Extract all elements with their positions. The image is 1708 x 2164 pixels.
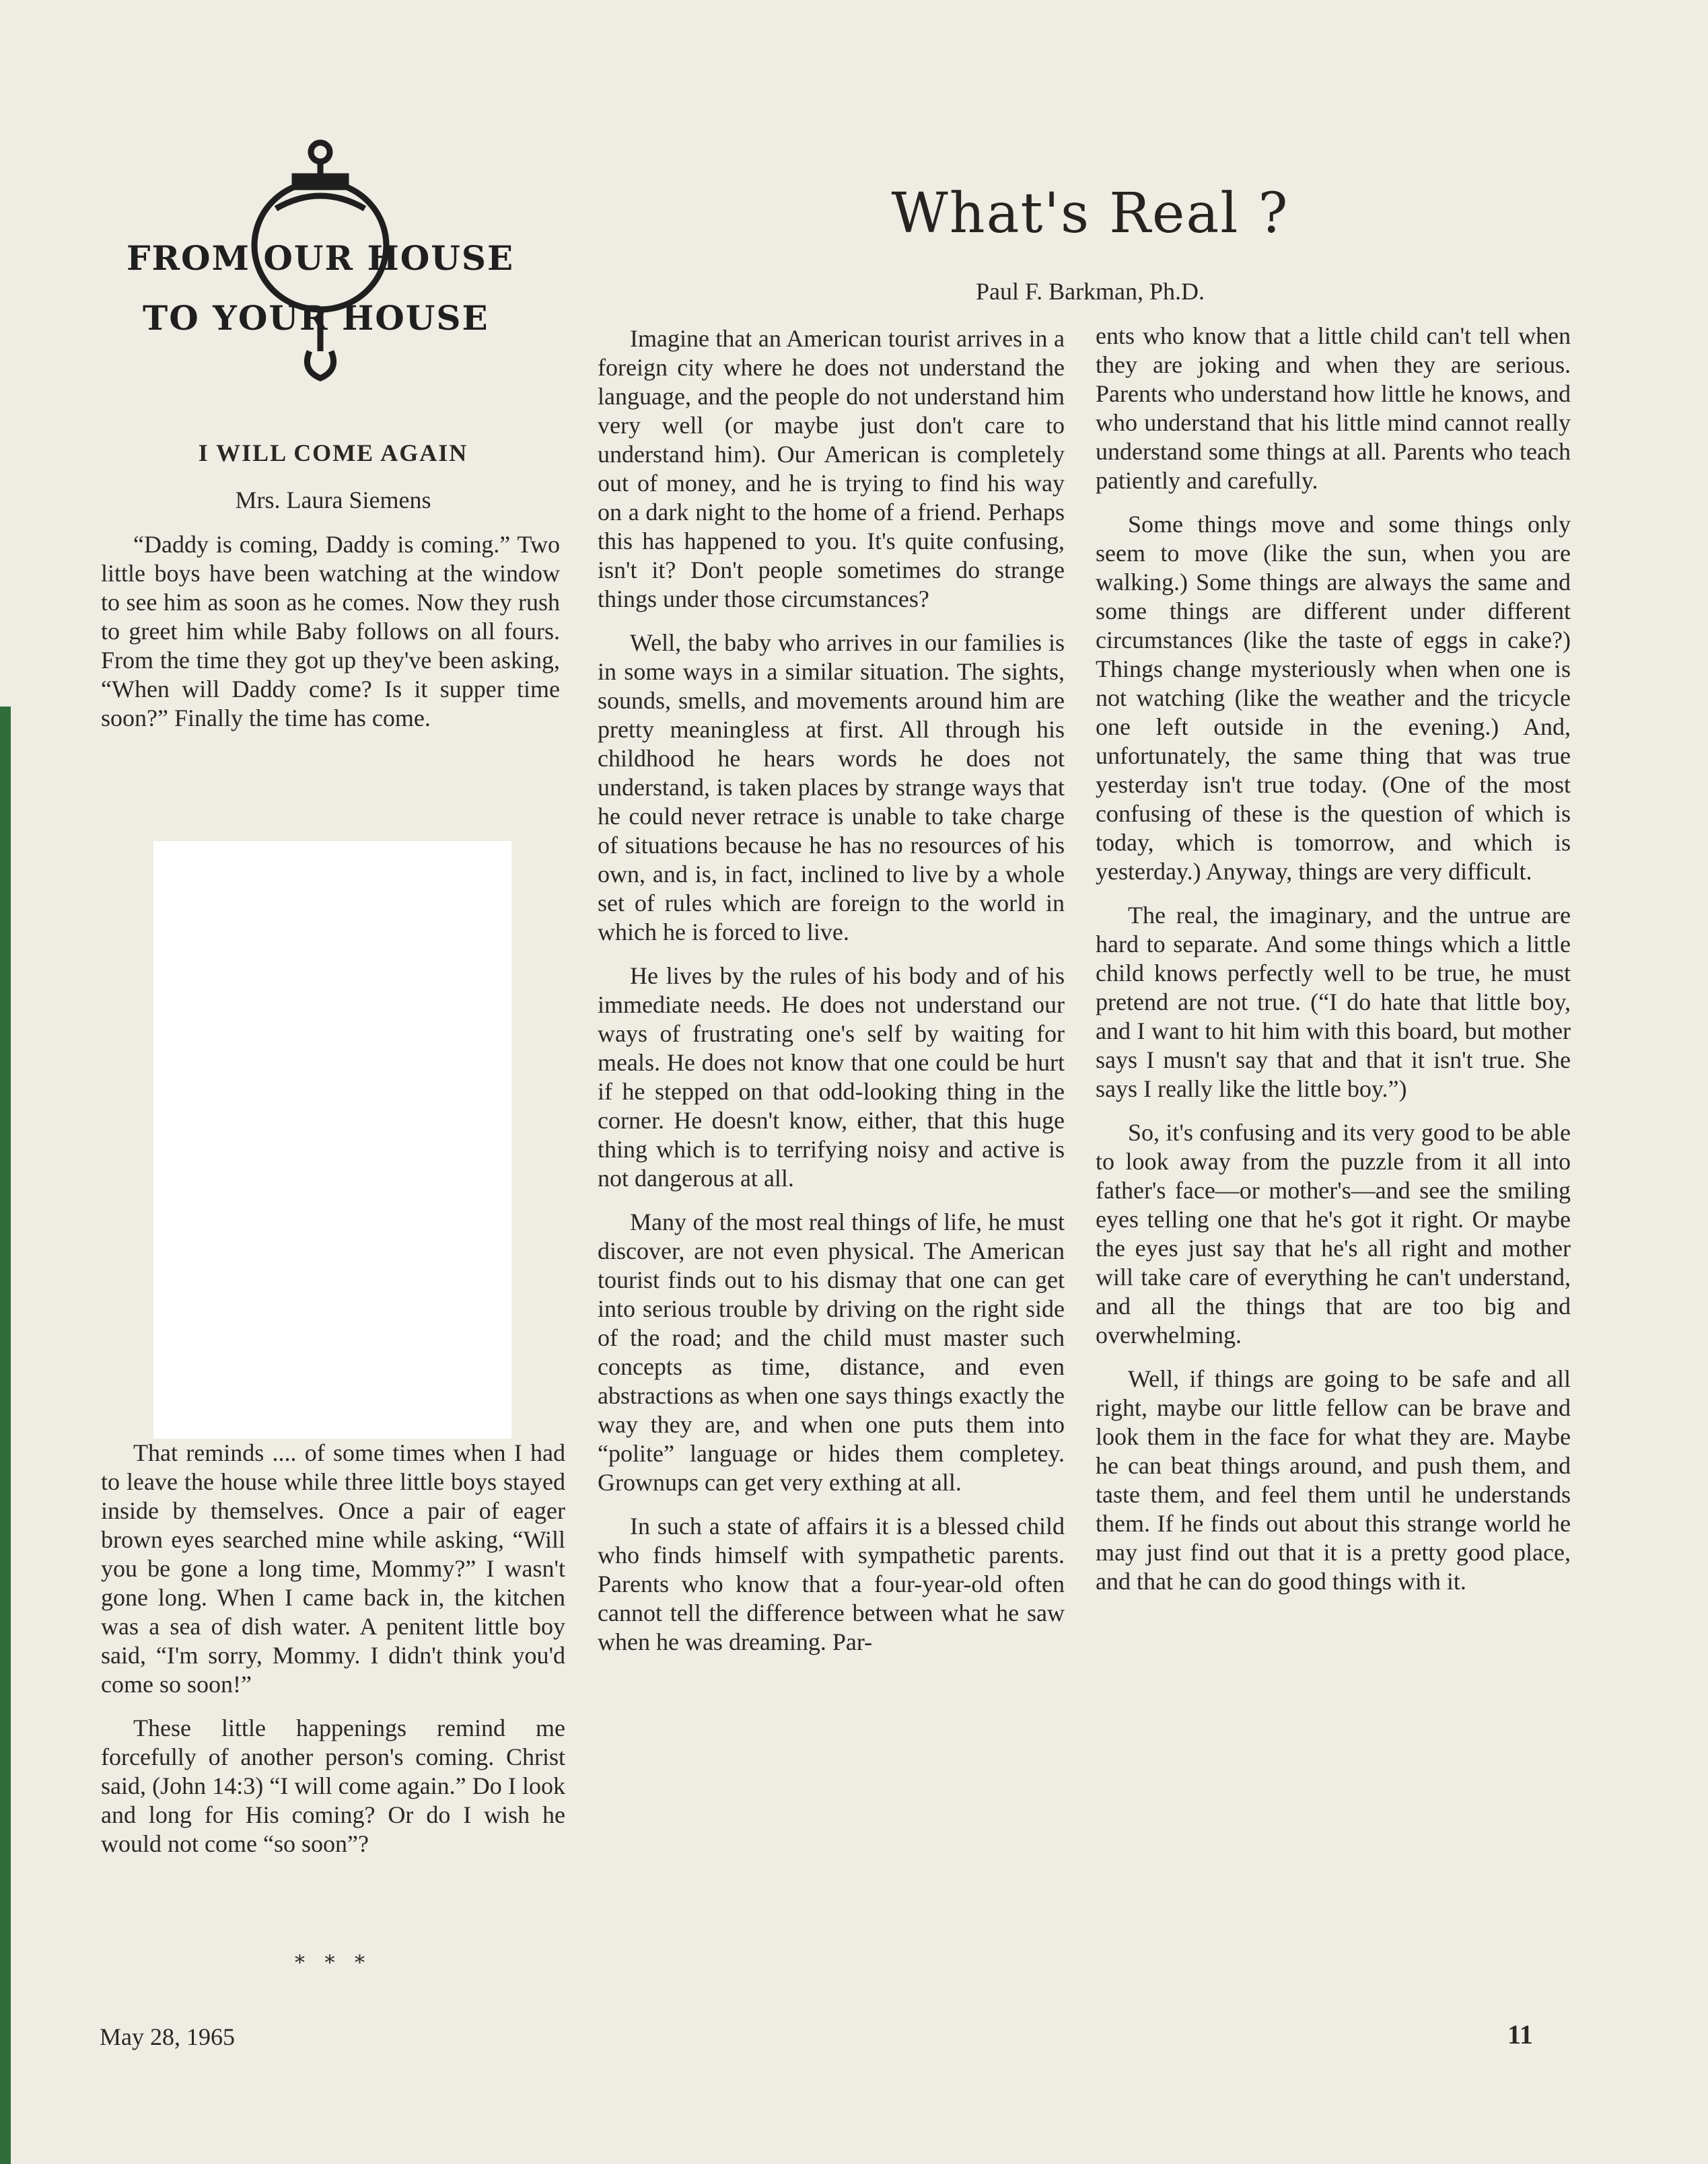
article-column-right: [1096, 322, 1571, 1611]
paragraph: “Daddy is coming, Daddy is coming.” Two little boys have been watching at the window to see him as soon as he comes. Now they rush to greet him while Baby follows on all fours. From the time they got up they've been asking, “When will Daddy come? Is it supper time soon?” Finally the time has come.: [101, 531, 560, 731]
article-column-middle: [598, 324, 1065, 1671]
article-title: What's Real ?: [891, 182, 1289, 246]
paragraph: Well, the baby who arrives in our families is in some ways in a similar situation. The sights, sounds, smells, and movements around him are pretty meaningless at first. All through his childhood he hears words he does not understand, is taken places by strange ways that he could never retrace is unable to take charge of situations because he has no resources of his own, and is, in fact, inclined to live by a whole set of rules which are foreign to the world in which he is forced to live.: [598, 629, 1065, 945]
page-number: 11: [1507, 2019, 1533, 2050]
issue-date: May 28, 1965: [100, 2023, 235, 2050]
photo-placeholder: [153, 841, 511, 1439]
end-mark: * * *: [294, 1951, 372, 1975]
paragraph: Imagine that an American tourist arrives in a foreign city where he does not understand the language, and the people do not understand him very well (or maybe just don't care to understand him). Our American is completely out of money, and he is trying to find his way on a dark night to the home of a friend. Perhaps this has happened to you. It's quite confusing, isn't it? Don't people sometimes do strange things under those circumstances?: [598, 325, 1065, 612]
paragraph: So, it's confusing and its very good to be able to look away from the puzzle from it all into father's face—or mother's—and see the smiling eyes telling one that he's got it right. Or maybe the eyes just say that he's all right and mother will take care of everything he can't understand, and all the things that are too big and overwhelming.: [1096, 1119, 1571, 1348]
paragraph: These little happenings remind me forcefully of another person's coming. Christ said, (John 14:3) “I will come again.” Do I look and long for His coming? Or do I wish he would not come “so soon”?: [101, 1715, 565, 1857]
green-page-edge: [0, 707, 11, 2164]
left-column-top: [101, 530, 560, 748]
paragraph: That reminds .... of some times when I had to leave the house while three little boys stayed inside by themselves. Once a pair of eager brown eyes searched mine while asking, “Will you be gone a long time, Mommy?” I wasn't gone long. When I came back in, the kitchen was a sea of dish water. A penitent little boy said, “I'm sorry, Mommy. I didn't think you'd come so soon!”: [101, 1439, 565, 1698]
left-column-bottom: [101, 1439, 565, 1873]
paragraph: The real, the imaginary, and the untrue are hard to separate. And some things which a little child knows perfectly well to be true, he must pretend are not true. (“I do hate that little boy, and I want to hit him with this board, but mother says I musn't say that and that it isn't true. She says I really like the little boy.”): [1096, 902, 1571, 1102]
story-title: I WILL COME AGAIN: [198, 439, 468, 466]
story-author: Mrs. Laura Siemens: [235, 486, 431, 513]
paragraph: In such a state of affairs it is a blessed child who finds himself with sympathetic parents. Parents who know that a four-year-old often cannot tell the difference between what he saw when he was dreaming. Par-: [598, 1513, 1065, 1655]
from-our-house-logo: [121, 135, 532, 390]
logo-line-1: FROM OUR HOUSE: [127, 238, 515, 278]
paragraph: He lives by the rules of his body and of his immediate needs. He does not understand our ways of frustrating one's self by waiting for meals. He does not know that one could be hurt if he stepped on that odd-looking thing in the corner. He doesn't know, either, that this huge thing which is to terrifying noisy and active is not dangerous at all.: [598, 962, 1065, 1192]
paragraph: Well, if things are going to be safe and all right, maybe our little fellow can be brave and look them in the face for what they are. Maybe he can beat things around, and push them, and taste them, and feel them until he understands them. If he finds out about this strange world he may just find out that it is a pretty good place, and that he can do good things with it.: [1096, 1365, 1571, 1595]
paragraph: Some things move and some things only seem to move (like the sun, when you are walking.) Some things are always the same and some things are different under different circumstances (like the taste of eggs in cake?) Things change mysteriously when when one is not watching (like the weather and the tricycle one left outside in the evening.) And, unfortunately, the same thing that was true yesterday isn't true today. (One of the most confusing of these is the question of which is today, which is tomorrow, and which is yesterday.) Anyway, things are very difficult.: [1096, 511, 1571, 885]
paragraph: Many of the most real things of life, he must discover, are not even physical. The American tourist finds out to his dismay that one can get into serious trouble by driving on the right side of the road; and the child must master such concepts as time, distance, and even abstractions as when one says things exactly the way they are, and when one puts them into “polite” language or hides them completey. Grownups can get very exthing at all.: [598, 1209, 1065, 1496]
article-byline: Paul F. Barkman, Ph.D.: [975, 278, 1205, 305]
paragraph: ents who know that a little child can't tell when they are joking and when they are serious. Parents who understand how little he knows, and who understand that his little mind cannot really understand some things at all. Parents who teach patiently and carefully.: [1096, 322, 1571, 494]
logo-line-2: TO YOUR HOUSE: [143, 298, 489, 338]
